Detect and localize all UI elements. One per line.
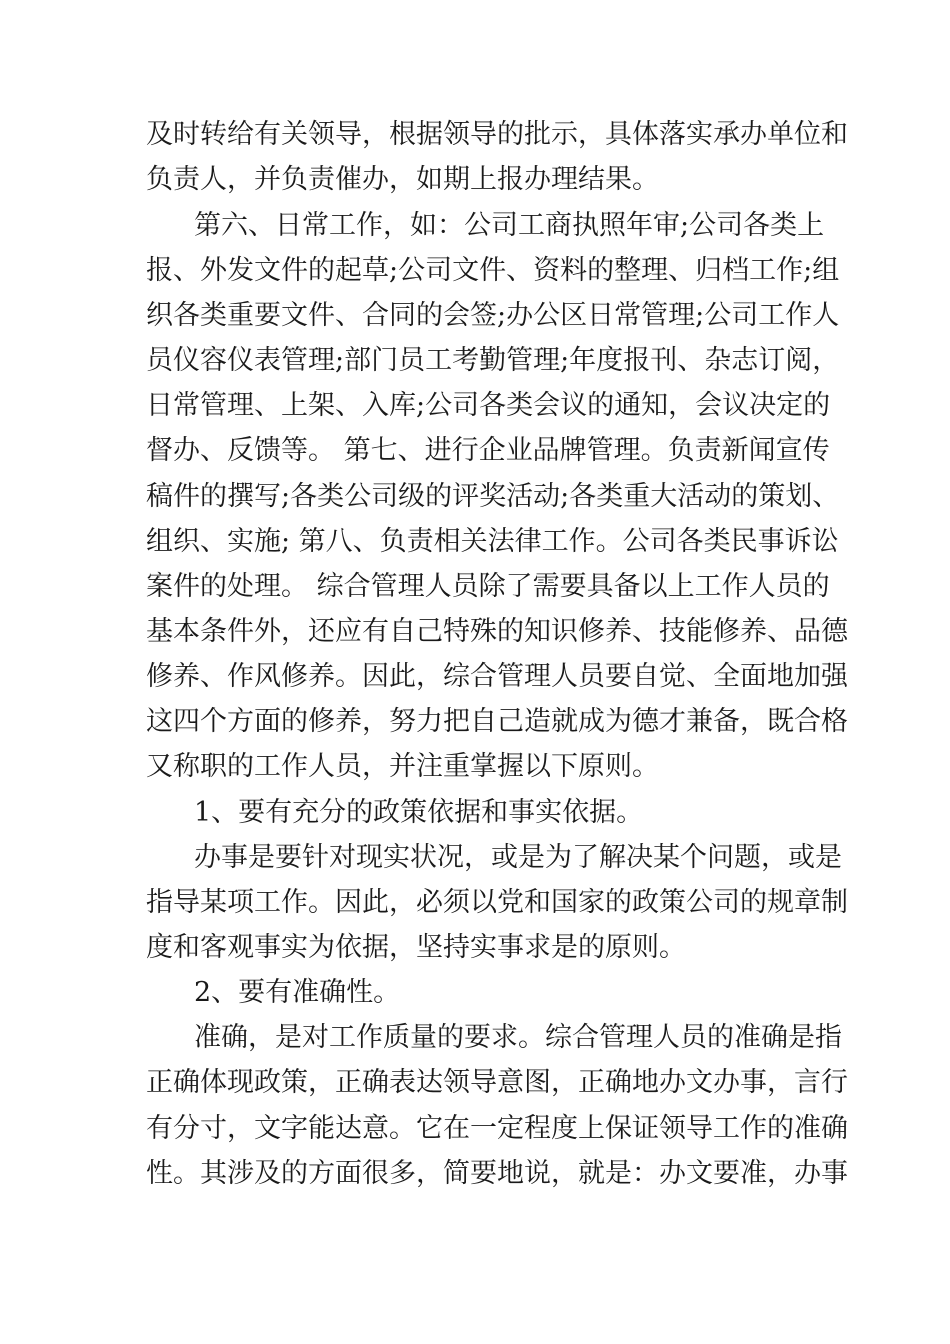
paragraph-line: 第六、日常工作，如：公司工商执照年审;公司各类上 — [194, 210, 825, 241]
list-heading: 1、要有充分的政策依据和事实依据。 — [194, 797, 644, 828]
text-line: 有分寸，文字能达意。它在一定程度上保证领导工作的准确 — [146, 1113, 848, 1144]
list-heading: 2、要有准确性。 — [194, 977, 401, 1008]
text-line: 案件的处理。 综合管理人员除了需要具备以上工作人员的 — [146, 571, 830, 602]
text-line: 织各类重要文件、合同的会签;办公区日常管理;公司工作人 — [146, 300, 840, 331]
text-line: 基本条件外，还应有自己特殊的知识修养、技能修养、品德 — [146, 616, 848, 647]
text-line: 负责人，并负责催办，如期上报办理结果。 — [146, 164, 659, 195]
text-line: 及时转给有关领导，根据领导的批示，具体落实承办单位和 — [146, 119, 848, 150]
text-line: 度和客观事实为依据，坚持实事求是的原则。 — [146, 932, 686, 963]
text-line: 修养、作风修养。因此，综合管理人员要自觉、全面地加强 — [146, 661, 848, 692]
text-line: 又称职的工作人员，并注重掌握以下原则。 — [146, 751, 659, 782]
text-line: 报、外发文件的起草;公司文件、资料的整理、归档工作;组 — [146, 255, 840, 286]
paragraph-line: 准确，是对工作质量的要求。综合管理人员的准确是指 — [194, 1022, 842, 1053]
paragraph-line: 办事是要针对现实状况，或是为了解决某个问题，或是 — [194, 842, 842, 873]
text-line: 员仪容仪表管理;部门员工考勤管理;年度报刊、杂志订阅， — [146, 345, 840, 376]
text-line: 指导某项工作。因此，必须以党和国家的政策公司的规章制 — [146, 887, 848, 918]
text-line: 督办、反馈等。 第七、进行企业品牌管理。负责新闻宣传 — [146, 435, 830, 466]
text-line: 组织、实施; 第八、负责相关法律工作。公司各类民事诉讼 — [146, 526, 839, 557]
text-line: 稿件的撰写;各类公司级的评奖活动;各类重大活动的策划、 — [146, 481, 840, 512]
text-line: 日常管理、上架、入库;公司各类会议的通知，会议决定的 — [146, 390, 831, 421]
text-line: 这四个方面的修养，努力把自己造就成为德才兼备，既合格 — [146, 706, 848, 737]
text-line: 正确体现政策，正确表达领导意图，正确地办文办事，言行 — [146, 1067, 848, 1098]
text-line: 性。其涉及的方面很多，简要地说，就是：办文要准，办事 — [146, 1158, 848, 1189]
